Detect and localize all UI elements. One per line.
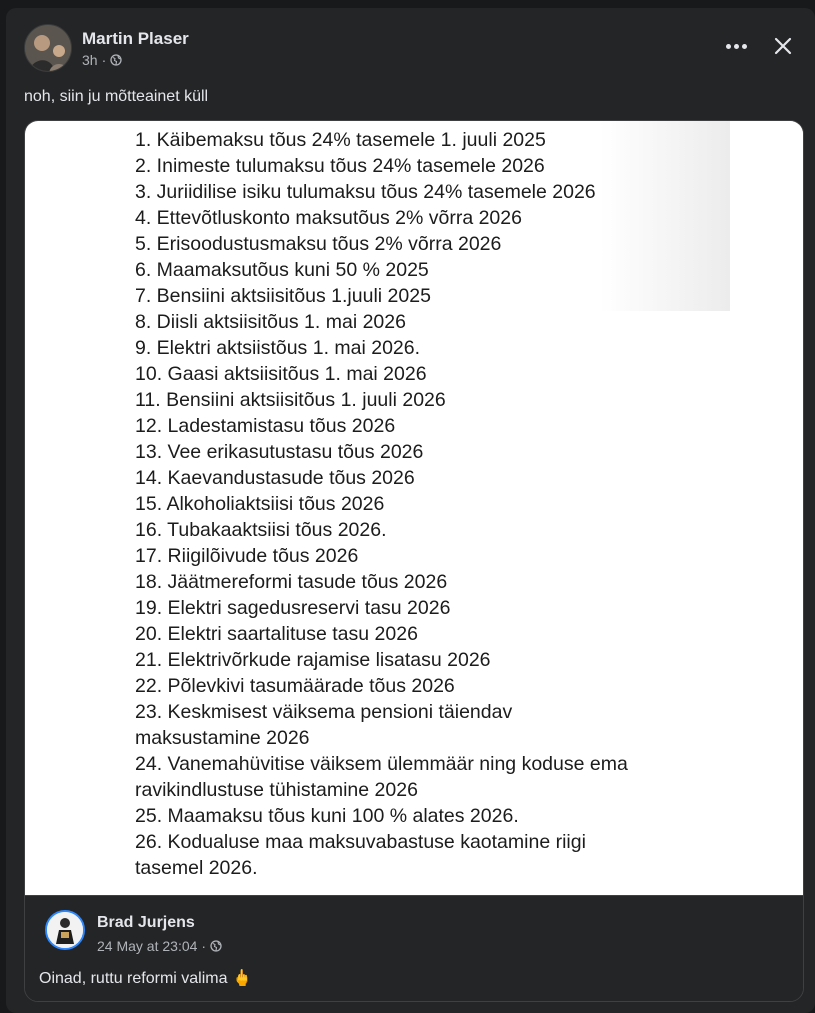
tax-list bbox=[135, 127, 735, 881]
list-item: 8. Diisli aktsiisitõus 1. mai 2026 bbox=[135, 311, 406, 333]
list-item: 11. Bensiini aktsiisitõus 1. juuli 2026 bbox=[135, 389, 446, 411]
comment-meta bbox=[97, 938, 222, 954]
globe-icon bbox=[210, 940, 222, 952]
commenter-photo-icon bbox=[47, 912, 83, 948]
list-item: 21. Elektrivõrkude rajamise lisatasu 2026 bbox=[135, 649, 491, 671]
list-item: 15. Alkoholiaktsiisi tõus 2026 bbox=[135, 493, 385, 515]
commenter-avatar[interactable] bbox=[45, 910, 85, 950]
list-item: 10. Gaasi aktsiisitõus 1. mai 2026 bbox=[135, 363, 427, 385]
list-item: 20. Elektri saartalituse tasu 2026 bbox=[135, 623, 418, 645]
list-item: 4. Ettevõtluskonto maksutõus 2% võrra 2026 bbox=[135, 207, 522, 229]
list-item: 18. Jäätmereformi tasude tõus 2026 bbox=[135, 571, 448, 593]
list-item: 9. Elektri aktsiistõus 1. mai 2026. bbox=[135, 337, 421, 359]
author-avatar[interactable] bbox=[24, 24, 72, 72]
meta-separator: · bbox=[201, 938, 207, 954]
meta-separator: · bbox=[101, 51, 107, 68]
more-options-icon[interactable] bbox=[726, 44, 747, 49]
list-item: 6. Maamaksutõus kuni 50 % 2025 bbox=[135, 259, 429, 281]
list-item: 14. Kaevandustasude tõus 2026 bbox=[135, 467, 415, 489]
shared-image[interactable] bbox=[25, 121, 803, 895]
post-header bbox=[24, 24, 189, 72]
comment-time[interactable]: 24 May at 23:04 bbox=[97, 938, 198, 954]
shared-post[interactable] bbox=[24, 120, 804, 1002]
list-item: 12. Ladestamistasu tõus 2026 bbox=[135, 415, 396, 437]
list-item: 19. Elektri sagedusreservi tasu 2026 bbox=[135, 597, 451, 619]
header-actions bbox=[726, 34, 795, 58]
list-item: 17. Riigilõivude tõus 2026 bbox=[135, 545, 359, 567]
image-margin bbox=[730, 121, 803, 895]
list-item: 3. Juriidilise isiku tulumaksu tõus 24% tasemele 2026 bbox=[135, 181, 596, 203]
comment-text: Oinad, ruttu reformi valima 🖕 bbox=[39, 970, 252, 987]
post-text: noh, siin ju mõtteainet küll bbox=[24, 88, 209, 105]
list-item: 2. Inimeste tulumaksu tõus 24% tasemele 2026 bbox=[135, 155, 545, 177]
list-item: 7. Bensiini aktsiisitõus 1.juuli 2025 bbox=[135, 285, 431, 307]
globe-icon bbox=[110, 54, 122, 66]
avatar-photo-icon bbox=[25, 25, 72, 72]
post-time[interactable]: 3h bbox=[82, 51, 98, 68]
post-meta bbox=[82, 52, 189, 68]
list-item: 16. Tubakaaktsiisi tõus 2026. bbox=[135, 519, 387, 541]
post-card bbox=[6, 8, 815, 1013]
list-item: 26. Kodualuse maa maksuvabastuse kaotamine riigi tasemel 2026. bbox=[135, 831, 586, 879]
close-icon[interactable] bbox=[771, 34, 795, 58]
list-item: 23. Keskmisest väiksema pensioni täiendav maksustamine 2026 bbox=[135, 701, 513, 749]
list-item: 25. Maamaksu tõus kuni 100 % alates 2026. bbox=[135, 805, 519, 827]
commenter-name[interactable]: Brad Jurjens bbox=[97, 914, 195, 931]
list-item: 13. Vee erikasutustasu tõus 2026 bbox=[135, 441, 424, 463]
list-item: 5. Erisoodustusmaksu tõus 2% võrra 2026 bbox=[135, 233, 502, 255]
list-item: 1. Käibemaksu tõus 24% tasemele 1. juuli 2025 bbox=[135, 129, 546, 151]
list-item: 24. Vanemahüvitise väiksem ülemmäär ning koduse ema ravikindlustuse tühistamine 2026 bbox=[135, 753, 628, 801]
comment bbox=[25, 895, 803, 1001]
author-block bbox=[82, 29, 189, 68]
author-name[interactable]: Martin Plaser bbox=[82, 28, 189, 48]
list-item: 22. Põlevkivi tasumäärade tõus 2026 bbox=[135, 675, 455, 697]
